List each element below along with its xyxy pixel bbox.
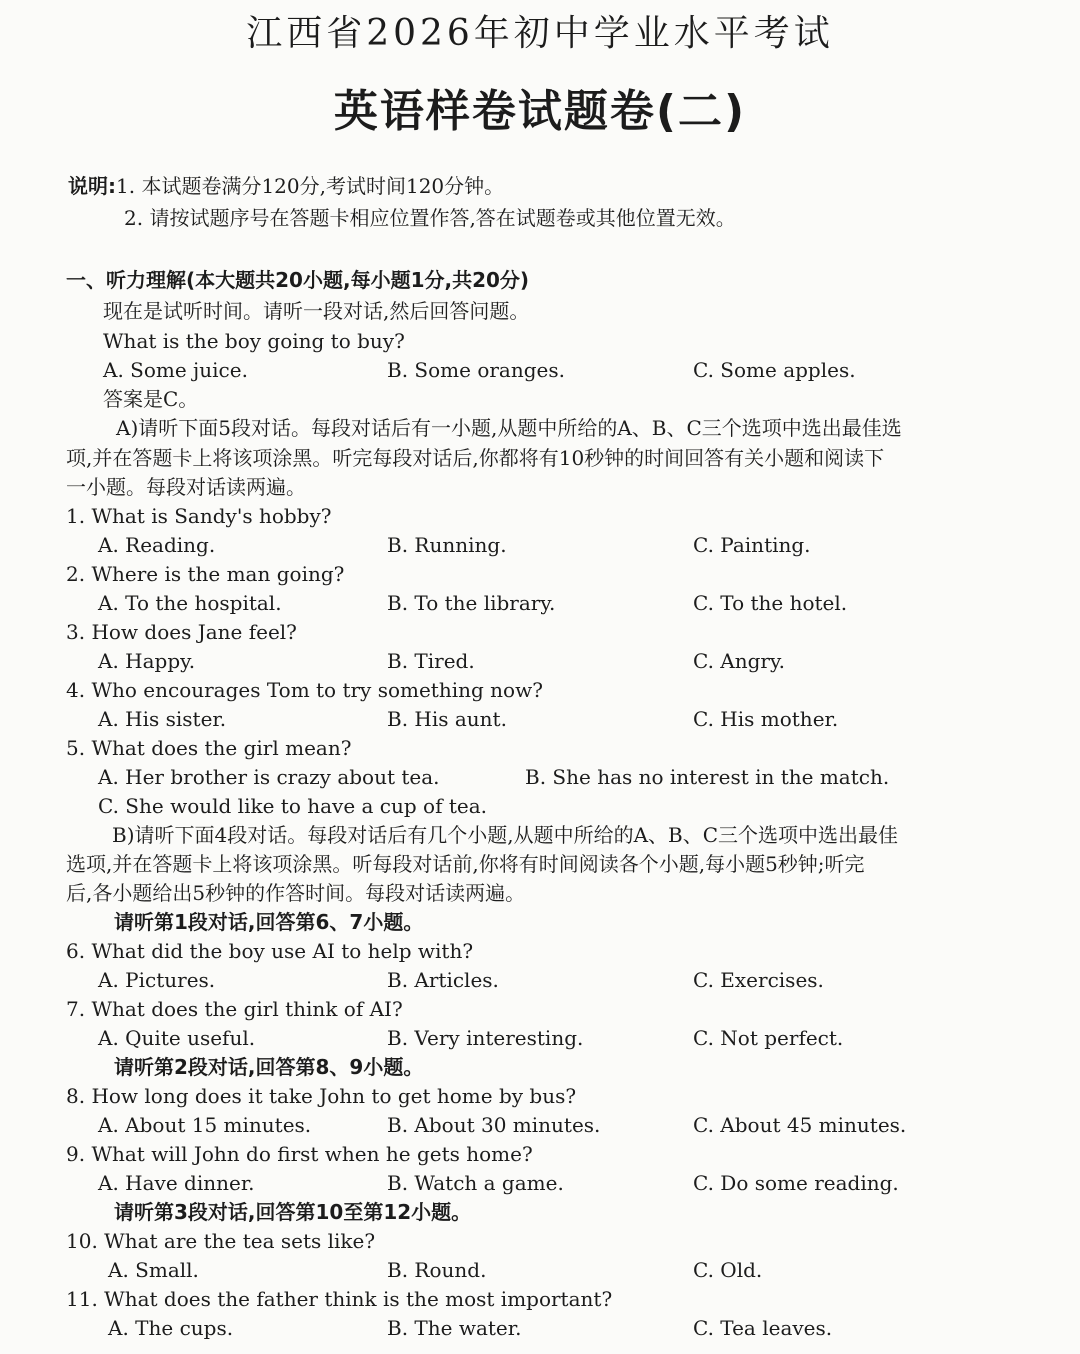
q9-option-b: B. Watch a game. bbox=[387, 1171, 564, 1195]
question-3: 3. How does Jane feel? bbox=[66, 620, 297, 644]
part-a-instruction-3: 一小题。每段对话读两遍。 bbox=[66, 475, 306, 499]
q8-option-b: B. About 30 minutes. bbox=[387, 1113, 601, 1137]
q3-option-a: A. Happy. bbox=[98, 649, 196, 673]
q4-option-b: B. His aunt. bbox=[387, 707, 507, 731]
part-b-instruction-1: B)请听下面4段对话。每段对话后有几个小题,从题中所给的A、B、C三个选项中选出最佳 bbox=[112, 823, 899, 847]
q10-option-c: C. Old. bbox=[693, 1258, 763, 1282]
q1-option-b: B. Running. bbox=[387, 533, 507, 557]
q2-option-c: C. To the hotel. bbox=[693, 591, 848, 615]
dialogue-header-1: 请听第1段对话,回答第6、7小题。 bbox=[114, 910, 424, 934]
q8-option-a: A. About 15 minutes. bbox=[98, 1113, 312, 1137]
section-heading: 一、听力理解(本大题共20小题,每小题1分,共20分) bbox=[66, 268, 530, 292]
question-11: 11. What does the father think is the most important? bbox=[66, 1287, 613, 1311]
question-5: 5. What does the girl mean? bbox=[66, 736, 352, 760]
q3-option-c: C. Angry. bbox=[693, 649, 785, 673]
exam-title: 江西省2026年初中学业水平考试 bbox=[246, 13, 834, 54]
question-6: 6. What did the boy use AI to help with? bbox=[66, 939, 474, 963]
q1-option-c: C. Painting. bbox=[693, 533, 811, 557]
sample-intro: 现在是试听时间。请听一段对话,然后回答问题。 bbox=[103, 299, 530, 323]
q4-option-a: A. His sister. bbox=[98, 707, 227, 731]
q6-option-a: A. Pictures. bbox=[98, 968, 216, 992]
question-9: 9. What will John do first when he gets home? bbox=[66, 1142, 533, 1166]
part-a-instruction-1: A)请听下面5段对话。每段对话后有一小题,从题中所给的A、B、C三个选项中选出最佳选 bbox=[116, 416, 902, 440]
sample-answer: 答案是C。 bbox=[103, 387, 199, 411]
exam-subtitle: 英语样卷试题卷(二) bbox=[333, 86, 747, 137]
q6-option-c: C. Exercises. bbox=[693, 968, 824, 992]
instruction-item-1: 1. 本试题卷满分120分,考试时间120分钟。 bbox=[116, 174, 505, 198]
q3-option-b: B. Tired. bbox=[387, 649, 475, 673]
q7-option-a: A. Quite useful. bbox=[98, 1026, 256, 1050]
instructions bbox=[68, 172, 504, 200]
q7-option-c: C. Not perfect. bbox=[693, 1026, 844, 1050]
q5-option-a: A. Her brother is crazy about tea. bbox=[98, 765, 440, 789]
sample-question: What is the boy going to buy? bbox=[103, 329, 405, 353]
dialogue-header-2: 请听第2段对话,回答第8、9小题。 bbox=[114, 1055, 424, 1079]
part-b-instruction-2: 选项,并在答题卡上将该项涂黑。听每段对话前,你将有时间阅读各个小题,每小题5秒钟;听完 bbox=[66, 852, 865, 876]
q4-option-c: C. His mother. bbox=[693, 707, 839, 731]
instructions-label: 说明: bbox=[68, 174, 116, 198]
q11-option-b: B. The water. bbox=[387, 1316, 522, 1340]
question-8: 8. How long does it take John to get home by bus? bbox=[66, 1084, 577, 1108]
question-7: 7. What does the girl think of AI? bbox=[66, 997, 403, 1021]
question-4: 4. Who encourages Tom to try something now? bbox=[66, 678, 543, 702]
q10-option-a: A. Small. bbox=[108, 1258, 199, 1282]
sample-option-c: C. Some apples. bbox=[693, 358, 856, 382]
part-b-instruction-3: 后,各小题给出5秒钟的作答时间。每段对话读两遍。 bbox=[66, 881, 526, 905]
q2-option-b: B. To the library. bbox=[387, 591, 556, 615]
q5-option-b: B. She has no interest in the match. bbox=[525, 765, 890, 789]
q7-option-b: B. Very interesting. bbox=[387, 1026, 584, 1050]
q11-option-c: C. Tea leaves. bbox=[693, 1316, 833, 1340]
q8-option-c: C. About 45 minutes. bbox=[693, 1113, 907, 1137]
question-2: 2. Where is the man going? bbox=[66, 562, 345, 586]
q11-option-a: A. The cups. bbox=[108, 1316, 234, 1340]
part-a-instruction-2: 项,并在答题卡上将该项涂黑。听完每段对话后,你都将有10秒钟的时间回答有关小题和阅读下 bbox=[66, 446, 885, 470]
sample-option-a: A. Some juice. bbox=[103, 358, 248, 382]
q1-option-a: A. Reading. bbox=[98, 533, 216, 557]
q6-option-b: B. Articles. bbox=[387, 968, 499, 992]
sample-option-b: B. Some oranges. bbox=[387, 358, 565, 382]
q2-option-a: A. To the hospital. bbox=[98, 591, 282, 615]
instruction-item-2: 2. 请按试题序号在答题卡相应位置作答,答在试题卷或其他位置无效。 bbox=[124, 206, 736, 230]
question-1: 1. What is Sandy's hobby? bbox=[66, 504, 332, 528]
q5-option-c: C. She would like to have a cup of tea. bbox=[98, 794, 487, 818]
dialogue-header-3: 请听第3段对话,回答第10至第12小题。 bbox=[114, 1200, 472, 1224]
q9-option-c: C. Do some reading. bbox=[693, 1171, 899, 1195]
question-10: 10. What are the tea sets like? bbox=[66, 1229, 376, 1253]
q9-option-a: A. Have dinner. bbox=[98, 1171, 255, 1195]
q10-option-b: B. Round. bbox=[387, 1258, 487, 1282]
